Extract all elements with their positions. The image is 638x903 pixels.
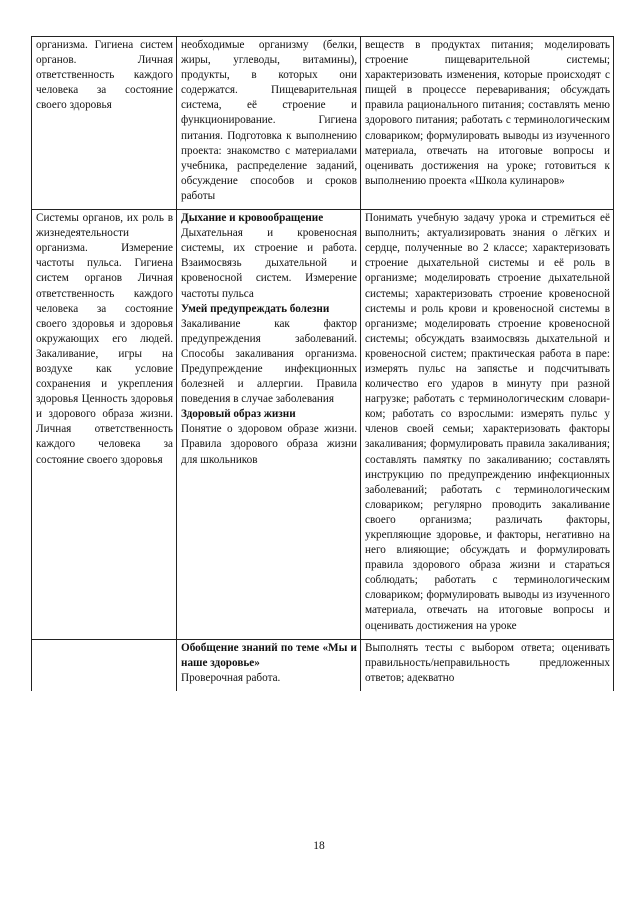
section-heading: Здоровый образ жизни xyxy=(181,408,296,421)
table-row xyxy=(32,639,614,691)
table-cell-topic xyxy=(32,639,177,691)
cell-text: Системы органов, их роль в жизнедеятельности организма. Измерение частоты пульса. Гигиена систем органов Личная ответственность каждого человека за состояние своего здоровья и здоровья окружающих его людей. Закаливание, игры на воздухе как условие сохранения и укрепления здоровья Ценность здоровья и здорового образа жизни. Личная ответственность каждого человека за состояние своего здоровья xyxy=(36,212,173,466)
cell-text: необходимые организму (белки, жиры, углеводы, витамины), продукты, в которых они содержатся. Пищеварительная система, её строение и функционирование. Гигиена питания. Подготовка к выполнению проекта: знакомство с материалами учебника, распределение заданий, обсуждение способов и сроков работы xyxy=(181,39,357,202)
cell-text: Понимать учебную задачу урока и стремиться её выполнить; актуализировать знания о лёгких и сердце, полученные во 2 классе; характеризовать строение дыхательной системы и её роль в организме; моделировать строение дыхательной системы; характеризовать строение кровеносной системы и роль крови и кровеносной системы в организме; моделировать строение кровеносной системы; обсуждать взаимосвязь дыхательной и кровеносной систем; практическая работа в паре: измерять пульс на запястье и подсчитывать количество его ударов в минуту при разной нагрузке; работать с терминологическим словари- ком; работать со взрослыми: измерять пульс у членов своей семьи; характеризовать факторы закаливания; формулировать правила закаливания; составлять памятку по закаливанию; составлять инструкцию по предупреждению инфекционных заболеваний; работать с терминологическим словариком; регулярно проводить закаливание своего организма; различать факторы, укрепляющие здоровье, и факторы, негативно на него влияющие; обсуждать и формулировать правила здорового образа жизни и стараться соблюдать; работать с терминологическим словариком; формулировать выводы из изученного материала, отвечать на итоговые вопросы и оценивать достижения на уроке xyxy=(365,212,610,632)
section-heading: Умей предупреждать болезни xyxy=(181,302,330,315)
table-row xyxy=(32,210,614,640)
table-cell-topic xyxy=(32,37,177,210)
table-cell-content xyxy=(177,37,361,210)
table-cell-content xyxy=(177,210,361,640)
cell-text: веществ в продуктах питания; моделировать строение пищеварительной системы; характеризовать изменения, которые происходят с пищей в процессе переваривания; обсуждать правила рационального питания; составлять меню здорового питания; работать с терминологическим словариком; формулировать выводы из изученного материала, отвечать на итоговые вопросы и оценивать достижения на уроке; готовиться к выполнению проекта «Школа кулинаров» xyxy=(365,39,610,187)
table-cell-content xyxy=(177,639,361,691)
table-cell-topic xyxy=(32,210,177,640)
table-cell-activities xyxy=(361,639,614,691)
table-row xyxy=(32,37,614,210)
cell-text: организма. Гигиена систем органов. Личная ответственность каждого человека за состояние своего здоровья xyxy=(36,39,173,112)
section-text: Проверочная работа. xyxy=(181,671,281,684)
section-text: Дыхательная и кровеносная системы, их строение и работа. Взаимосвязь дыхательной и кровеносной систем. Измерение частоты пульса xyxy=(181,227,357,300)
section-text: Закаливание как фактор предупреждения заболеваний. Способы закаливания организма. Предупреждение инфекционных болезней и аллергии. Правила поведения в случае заболевания xyxy=(181,317,357,406)
section-heading: Дыхание и кровообращение xyxy=(181,212,324,225)
curriculum-table xyxy=(31,36,614,691)
cell-text: Выполнять тесты с выбором ответа; оценивать правильность/неправильность предложенных ответов; адекватно xyxy=(365,641,610,684)
table-cell-activities xyxy=(361,37,614,210)
section-heading: Обобщение знаний по теме «Мы и наше здоровье» xyxy=(181,641,357,669)
table-cell-activities xyxy=(361,210,614,640)
section-text: Понятие о здоровом образе жизни. Правила здорового образа жизни для школьников xyxy=(181,423,357,466)
page-number: 18 xyxy=(313,840,325,852)
